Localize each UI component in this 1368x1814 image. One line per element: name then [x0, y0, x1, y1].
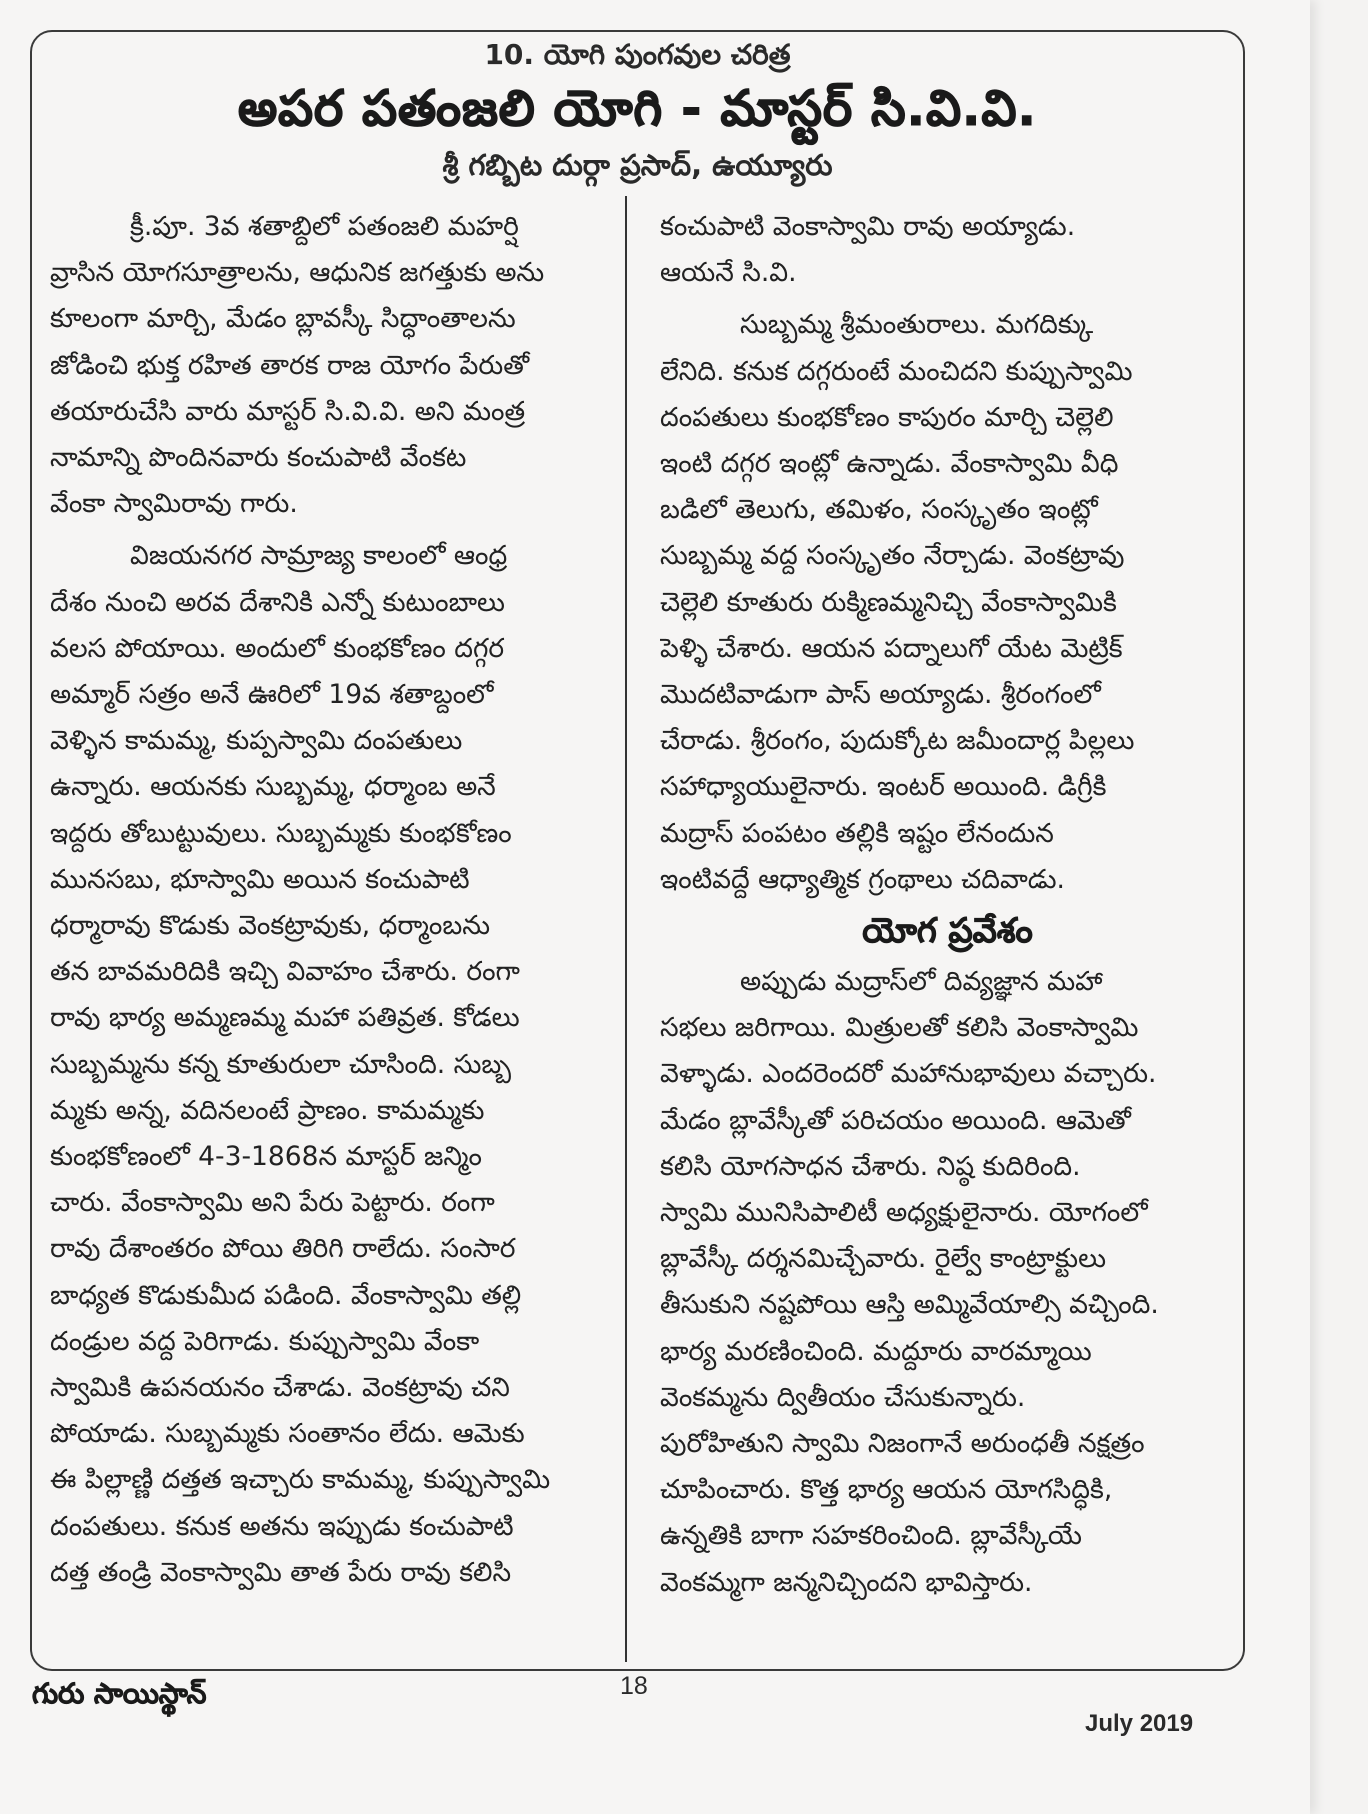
text-line: కూలంగా మార్చి, మేడం బ్లావస్కీ సిద్ధాంతాలను — [50, 303, 516, 335]
text-line: వెంకమ్మగా జన్మనిచ్చిందని భావిస్తారు. — [660, 1566, 1033, 1598]
text-line: ధర్మారావు కొడుకు వెంకట్రావుకు, ధర్మాంబను — [50, 910, 490, 942]
magazine-name: గురు సాయిస్థాన్ — [32, 1677, 207, 1710]
paragraph — [660, 302, 1235, 903]
page-number: 18 — [620, 1672, 648, 1700]
text-line: మద్రాస్ పంపటం తల్లికి ఇష్టం లేనందున — [660, 817, 1054, 849]
text-line: కలిసి యోగసాధన చేశారు. నిష్ఠ కుదిరింది. — [660, 1150, 1081, 1182]
text-line: కంచుపాటి వెంకాస్వామి రావు అయ్యాడు. — [660, 211, 1076, 242]
issue-date: July 2019 — [1085, 1710, 1194, 1737]
text-line: చారు. వేంకాస్వామి అని పేరు పెట్టారు. రంగా — [50, 1187, 495, 1219]
text-line: దంపతులు. కనుక అతను ఇప్పుడు కంచుపాటి — [50, 1510, 514, 1542]
paragraph — [660, 204, 1235, 296]
text-line: సభలు జరిగాయి. మిత్రులతో కలిసి వెంకాస్వామి — [660, 1012, 1139, 1044]
text-line: జోడించి భుక్త రహిత తారక రాజ యోగం పేరుతో — [50, 349, 530, 381]
text-line: మేడం బ్లావేస్కీతో పరిచయం అయింది. ఆమెతో — [660, 1104, 1131, 1136]
text-line: తీసుకుని నష్టపోయి ఆస్తి అమ్మివేయాల్సి వచ్చింది. — [660, 1289, 1159, 1321]
text-line: వ్రాసిన యోగసూత్రాలను, ఆధునిక జగత్తుకు అను — [50, 257, 545, 289]
article-header — [30, 36, 1245, 190]
text-line: సహాధ్యాయులైనారు. ఇంటర్ అయింది. డిగ్రీకి — [660, 771, 1107, 803]
text-line: క్రీ.పూ. 3వ శతాబ్దిలో పతంజలి మహర్షి — [130, 211, 519, 242]
article-author: శ్రీ గబ్బిట దుర్గా ప్రసాద్, ఉయ్యూరు — [442, 148, 833, 182]
text-line: పురోహితుని స్వామి నిజంగానే అరుంధతీ నక్షత్రం — [660, 1428, 1145, 1460]
text-line: పెళ్ళి చేశారు. ఆయన పద్నాలుగో యేట మెట్రిక్ — [660, 632, 1123, 664]
text-line: మ్మకు అన్న, వదినలంటే ప్రాణం. కామమ్మకు — [50, 1094, 485, 1126]
text-line: బ్లావేస్కీ దర్శనమిచ్చేవారు. రైల్వే కాంట్రాక్టులు — [660, 1243, 1107, 1275]
text-line: లేనిది. కనుక దగ్గరుంటే మంచిదని కుప్పుస్వామి — [660, 355, 1133, 387]
text-line: ఈ పిల్లాణ్ణి దత్తత ఇచ్చారు కామమ్మ, కుప్పుస్వామి — [50, 1464, 551, 1496]
text-line: చెల్లెలి కూతురు రుక్మిణమ్మనిచ్చి వేంకాస్వామికి — [660, 586, 1117, 618]
paragraph — [50, 533, 620, 1596]
text-line: తన బావమరిదికి ఇచ్చి వివాహం చేశారు. రంగా — [50, 956, 520, 988]
text-line: రావు భార్య అమ్మణమ్మ మహా పతివ్రత. కోడలు — [50, 1002, 520, 1034]
text-line: వేంకా స్వామిరావు గారు. — [50, 488, 298, 520]
paragraph — [50, 204, 620, 527]
text-line: వెళ్ళిన కామమ్మ, కుప్పస్వామి దంపతులు — [50, 725, 463, 757]
text-line: మొదటివాడుగా పాస్ అయ్యాడు. శ్రీరంగంలో — [660, 679, 1101, 711]
text-line: సుబ్బమ్మ శ్రీమంతురాలు. మగదిక్కు — [740, 309, 1094, 341]
text-line: సుబ్బమ్మ వద్ద సంస్కృతం నేర్చాడు. వెంకట్రావు — [660, 540, 1125, 572]
text-line: దేశం నుంచి అరవ దేశానికి ఎన్నో కుటుంబాలు — [50, 586, 505, 618]
text-line: ఉన్నతికి బాగా సహకరించింది. బ్లావేస్కీయే — [660, 1520, 1082, 1552]
text-line: అప్పుడు మద్రాస్‌లో దివ్యజ్ఞాన మహా — [740, 966, 1103, 998]
text-line: వెంకమ్మను ద్వితీయం చేసుకున్నారు. — [660, 1381, 1026, 1413]
text-line: అమ్మార్ సత్రం అనే ఊరిలో 19వ శతాబ్దంలో — [50, 679, 494, 711]
text-line: దత్త తండ్రి వెంకాస్వామి తాత పేరు రావు కలిసి — [50, 1556, 512, 1588]
text-line: స్వామికి ఉపనయనం చేశాడు. వెంకట్రావు చని — [50, 1372, 510, 1404]
left-column — [50, 204, 620, 1596]
text-line: దంపతులు కుంభకోణం కాపురం మార్చి చెల్లెలి — [660, 401, 1114, 433]
text-line: వెళ్ళాడు. ఎందరెందరో మహానుభావులు వచ్చారు. — [660, 1058, 1157, 1090]
text-line: బాధ్యత కొడుకుమీద పడింది. వేంకాస్వామి తల్లి — [50, 1279, 522, 1311]
text-line: విజయనగర సామ్రాజ్య కాలంలో ఆంధ్ర — [130, 540, 508, 572]
text-line: మునసబు, భూస్వామి అయిన కంచుపాటి — [50, 863, 470, 895]
text-line: పోయాడు. సుబ్బమ్మకు సంతానం లేదు. ఆమెకు — [50, 1418, 525, 1450]
text-line: ఇంటి దగ్గర ఇంట్లో ఉన్నాడు. వేంకాస్వామి వీధి — [660, 448, 1119, 480]
text-line: భార్య మరణించింది. మద్దూరు వారమ్మాయి — [660, 1335, 1092, 1367]
text-line: సుబ్బమ్మను కన్న కూతురులా చూసింది. సుబ్బ — [50, 1048, 512, 1080]
column-divider — [625, 196, 627, 1662]
text-line: బడిలో తెలుగు, తమిళం, సంస్కృతం ఇంట్లో — [660, 494, 1098, 526]
text-line: చేరాడు. శ్రీరంగం, పుదుక్కోట జమీందార్ల పిల్లలు — [660, 725, 1135, 757]
series-heading: 10. యోగి పుంగవుల చరిత్ర — [484, 38, 791, 71]
paragraph — [660, 959, 1235, 1606]
text-line: ఇద్దరు తోబుట్టువులు. సుబ్బమ్మకు కుంభకోణం — [50, 817, 512, 849]
text-line: కుంభకోణంలో 4-3-1868న మాస్టర్ జన్మిం — [50, 1141, 482, 1173]
right-column — [660, 204, 1235, 1606]
text-line: ఇంటివద్దే ఆధ్యాత్మిక గ్రంథాలు చదివాడు. — [660, 863, 1065, 895]
section-heading: యోగ ప్రవేశం — [862, 911, 1033, 952]
text-line: ఆయనే సి.వి. — [660, 257, 797, 289]
text-line: దండ్రుల వద్ద పెరిగాడు. కుప్పుస్వామి వేంకా — [50, 1325, 480, 1357]
text-line: వలస పోయాయి. అందులో కుంభకోణం దగ్గర — [50, 632, 505, 664]
text-line: తయారుచేసి వారు మాస్టర్ సి.వి.వి. అని మంత్ర — [50, 395, 526, 427]
text-line: ఉన్నారు. ఆయనకు సుబ్బమ్మ, ధర్మాంబ అనే — [50, 771, 496, 803]
text-line: చూపించారు. కొత్త భార్య ఆయన యోగసిద్ధికి, — [660, 1474, 1113, 1506]
text-line: రావు దేశాంతరం పోయి తిరిగి రాలేదు. సంసార — [50, 1233, 516, 1265]
text-line: నామాన్ని పొందినవారు కంచుపాటి వేంకట — [50, 442, 467, 474]
text-line: స్వామి మునిసిపాలిటీ అధ్యక్షులైనారు. యోగంలో — [660, 1197, 1148, 1229]
article-title: అపర పతంజలి యోగి - మాస్టర్ సి.వి.వి. — [237, 80, 1037, 137]
